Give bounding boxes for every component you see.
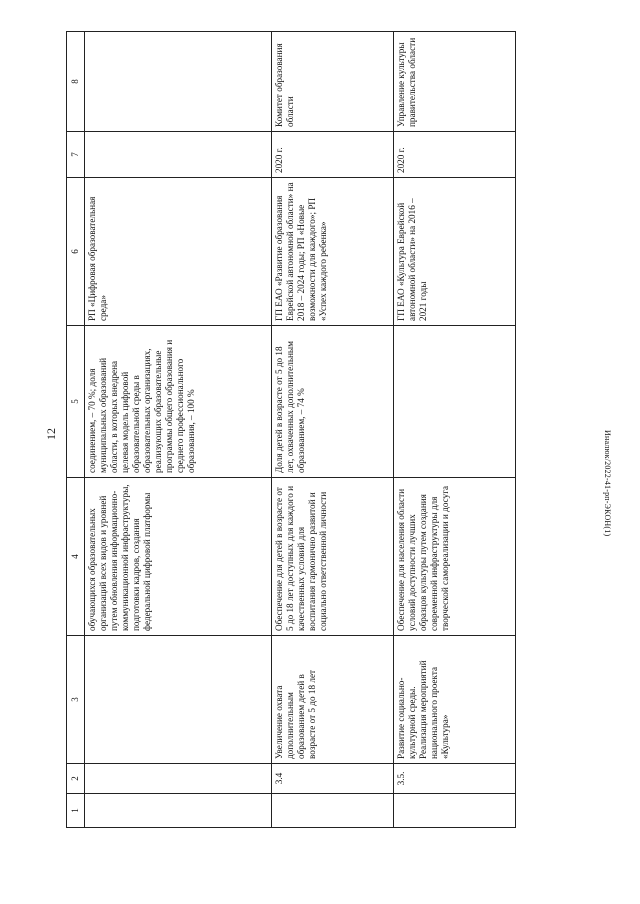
cell-col6: РП «Цифровая образовательная среда» <box>84 178 271 326</box>
header-cell: 1 <box>67 794 85 828</box>
cell-col1 <box>84 794 271 828</box>
table-header-row <box>67 32 85 828</box>
cell-col1 <box>271 794 393 828</box>
header-cell: 6 <box>67 178 85 326</box>
cell-col7 <box>84 132 271 178</box>
cell-col8 <box>84 32 271 132</box>
cell-col4: Обеспечение для детей в возрасте от 5 до 18 лет доступных для каждого и качественных условий для воспитания гармонично развитой и социально ответственной личности <box>271 478 393 636</box>
cell-col8: Управление культуры правительства области <box>393 32 515 132</box>
cell-col5: Доля детей в возрасте от 5 до 18 лет, охваченных дополнительным образованием, – 74 % <box>271 326 393 478</box>
cell-col7: 2020 г. <box>393 132 515 178</box>
cell-col5 <box>393 326 515 478</box>
cell-col6: ГП ЕАО «Развитие образования Еврейской автономной области» на 2018 – 2024 годы; РП «Новые возможности для каждого»; РП «Успех каждого ребенка» <box>271 178 393 326</box>
header-cell: 2 <box>67 764 85 794</box>
cell-col3: Увеличение охвата дополнительным образованием детей в возрасте от 5 до 18 лет <box>271 636 393 764</box>
page-number: 12 <box>44 428 58 440</box>
header-cell: 8 <box>67 32 85 132</box>
cell-col4: обучающихся образовательных организаций всех видов и уровней путем обновления информационно-коммуникационной инфраструктуры, подготовки кадров, создания федеральной цифровой платформы <box>84 478 271 636</box>
cell-col1 <box>393 794 515 828</box>
cell-col3: Развитие социально-культурной среды. Реализация мероприятий национального проекта «Культура» <box>393 636 515 764</box>
document-table-wrapper <box>66 32 516 828</box>
header-cell: 4 <box>67 478 85 636</box>
cell-col5: соединением, – 70 %; доля муниципальных образований области, в которых внедрена целевая модель цифровой образовательной среды в образовательных организациях, реализующих образовательные программы общего образования и среднего профессионального образования, – 100 % <box>84 326 271 478</box>
cell-col6: ГП ЕАО «Культура Еврейской автономной области» на 2016 – 2021 годы <box>393 178 515 326</box>
table-row <box>271 32 393 828</box>
cell-col2: 3.4 <box>271 764 393 794</box>
cell-col2: 3.5. <box>393 764 515 794</box>
cell-col4: Обеспечение для населения области условий доступности лучших образцов культуры путем создания современной инфраструктуры для творческой самореализации и досуга <box>393 478 515 636</box>
cell-col8: Комитет образования области <box>271 32 393 132</box>
header-cell: 5 <box>67 326 85 478</box>
cell-col7: 2020 г. <box>271 132 393 178</box>
header-cell: 3 <box>67 636 85 764</box>
table-row <box>393 32 515 828</box>
header-cell: 7 <box>67 132 85 178</box>
cell-col3 <box>84 636 271 764</box>
plan-table <box>66 31 516 828</box>
cell-col2 <box>84 764 271 794</box>
table-row <box>84 32 271 828</box>
file-name: Иналюк/2022-41-рп-ЭКОН(1) <box>603 430 612 537</box>
